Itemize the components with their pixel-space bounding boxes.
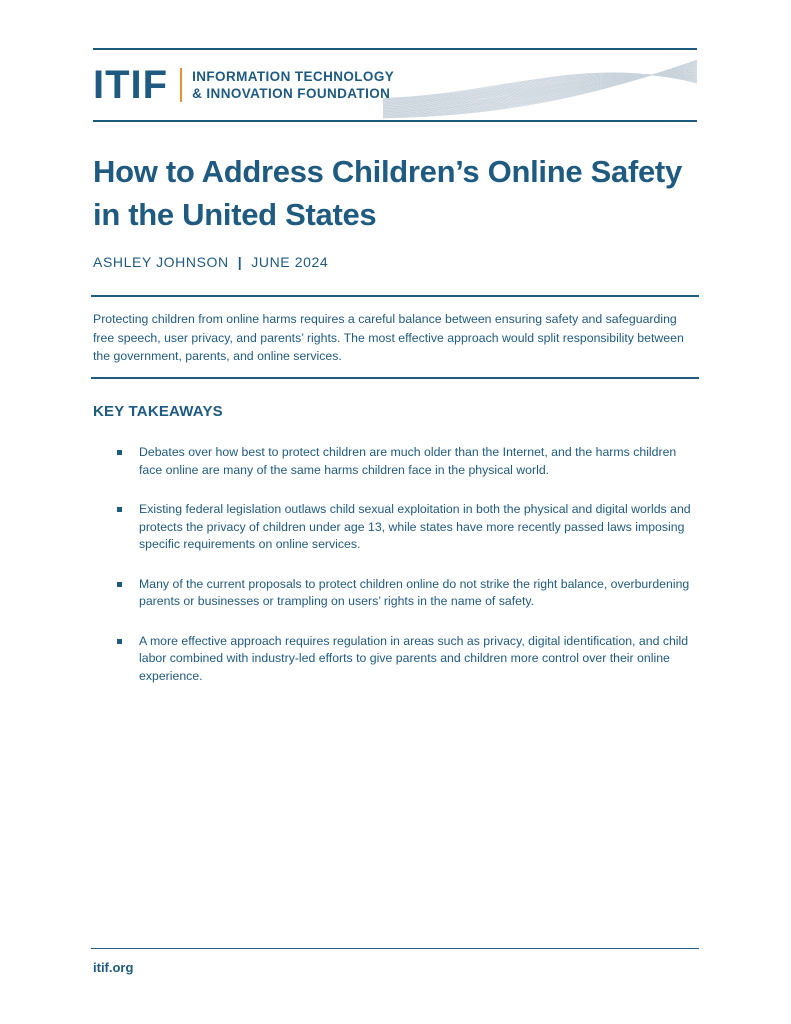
logo-wordmark bbox=[192, 68, 394, 102]
footer-rule bbox=[91, 948, 699, 949]
byline-date: JUNE 2024 bbox=[251, 254, 329, 270]
takeaway-text: Many of the current proposals to protect children online do not strike the right balance, overburdening parents or businesses or trampling on users’ rights in the name of safety. bbox=[139, 576, 690, 608]
logo-divider bbox=[180, 68, 182, 102]
key-takeaways-list bbox=[117, 444, 697, 707]
square-bullet-icon bbox=[117, 507, 122, 512]
takeaway-text: Existing federal legislation outlaws child sexual exploitation in both the physical and digital worlds and protects the privacy of children under age 13, while states have more recently passed laws imposing specific requirements on online services. bbox=[139, 502, 691, 551]
byline bbox=[93, 254, 328, 270]
header-wave-pattern bbox=[383, 50, 697, 120]
byline-separator: | bbox=[237, 254, 243, 270]
takeaway-item bbox=[117, 576, 697, 611]
summary-top-rule bbox=[91, 295, 699, 297]
summary-paragraph: Protecting children from online harms requires a careful balance between ensuring safety and safeguarding free speech, user privacy, and parents’ rights. The most effective approach would split responsibility between the government, parents, and online services. bbox=[93, 312, 684, 363]
header-band bbox=[93, 48, 697, 124]
square-bullet-icon bbox=[117, 450, 122, 455]
takeaway-item bbox=[117, 501, 697, 554]
logo-mark: ITIF bbox=[93, 63, 169, 107]
square-bullet-icon bbox=[117, 639, 122, 644]
logo-line-2: & INNOVATION FOUNDATION bbox=[192, 86, 391, 101]
footer-url-link[interactable]: itif.org bbox=[93, 960, 134, 975]
itif-logo[interactable] bbox=[93, 65, 394, 105]
key-takeaways-heading: KEY TAKEAWAYS bbox=[93, 403, 223, 420]
page-title: How to Address Children’s Online Safety in the United States bbox=[93, 154, 682, 232]
takeaway-text: A more effective approach requires regulation in areas such as privacy, digital identification, and child labor combined with industry-led efforts to give parents and children more control over their online experience. bbox=[139, 633, 689, 683]
takeaway-text: Debates over how best to protect children are much older than the Internet, and the harms children face online are many of the same harms children face in the physical world. bbox=[139, 445, 677, 477]
summary-bottom-rule bbox=[91, 377, 699, 379]
takeaway-item bbox=[117, 444, 697, 479]
logo-line-1: INFORMATION TECHNOLOGY bbox=[192, 69, 395, 84]
takeaway-item bbox=[117, 633, 697, 686]
header-bottom-rule bbox=[93, 120, 697, 122]
square-bullet-icon bbox=[117, 582, 122, 587]
byline-author: ASHLEY JOHNSON bbox=[93, 254, 229, 270]
